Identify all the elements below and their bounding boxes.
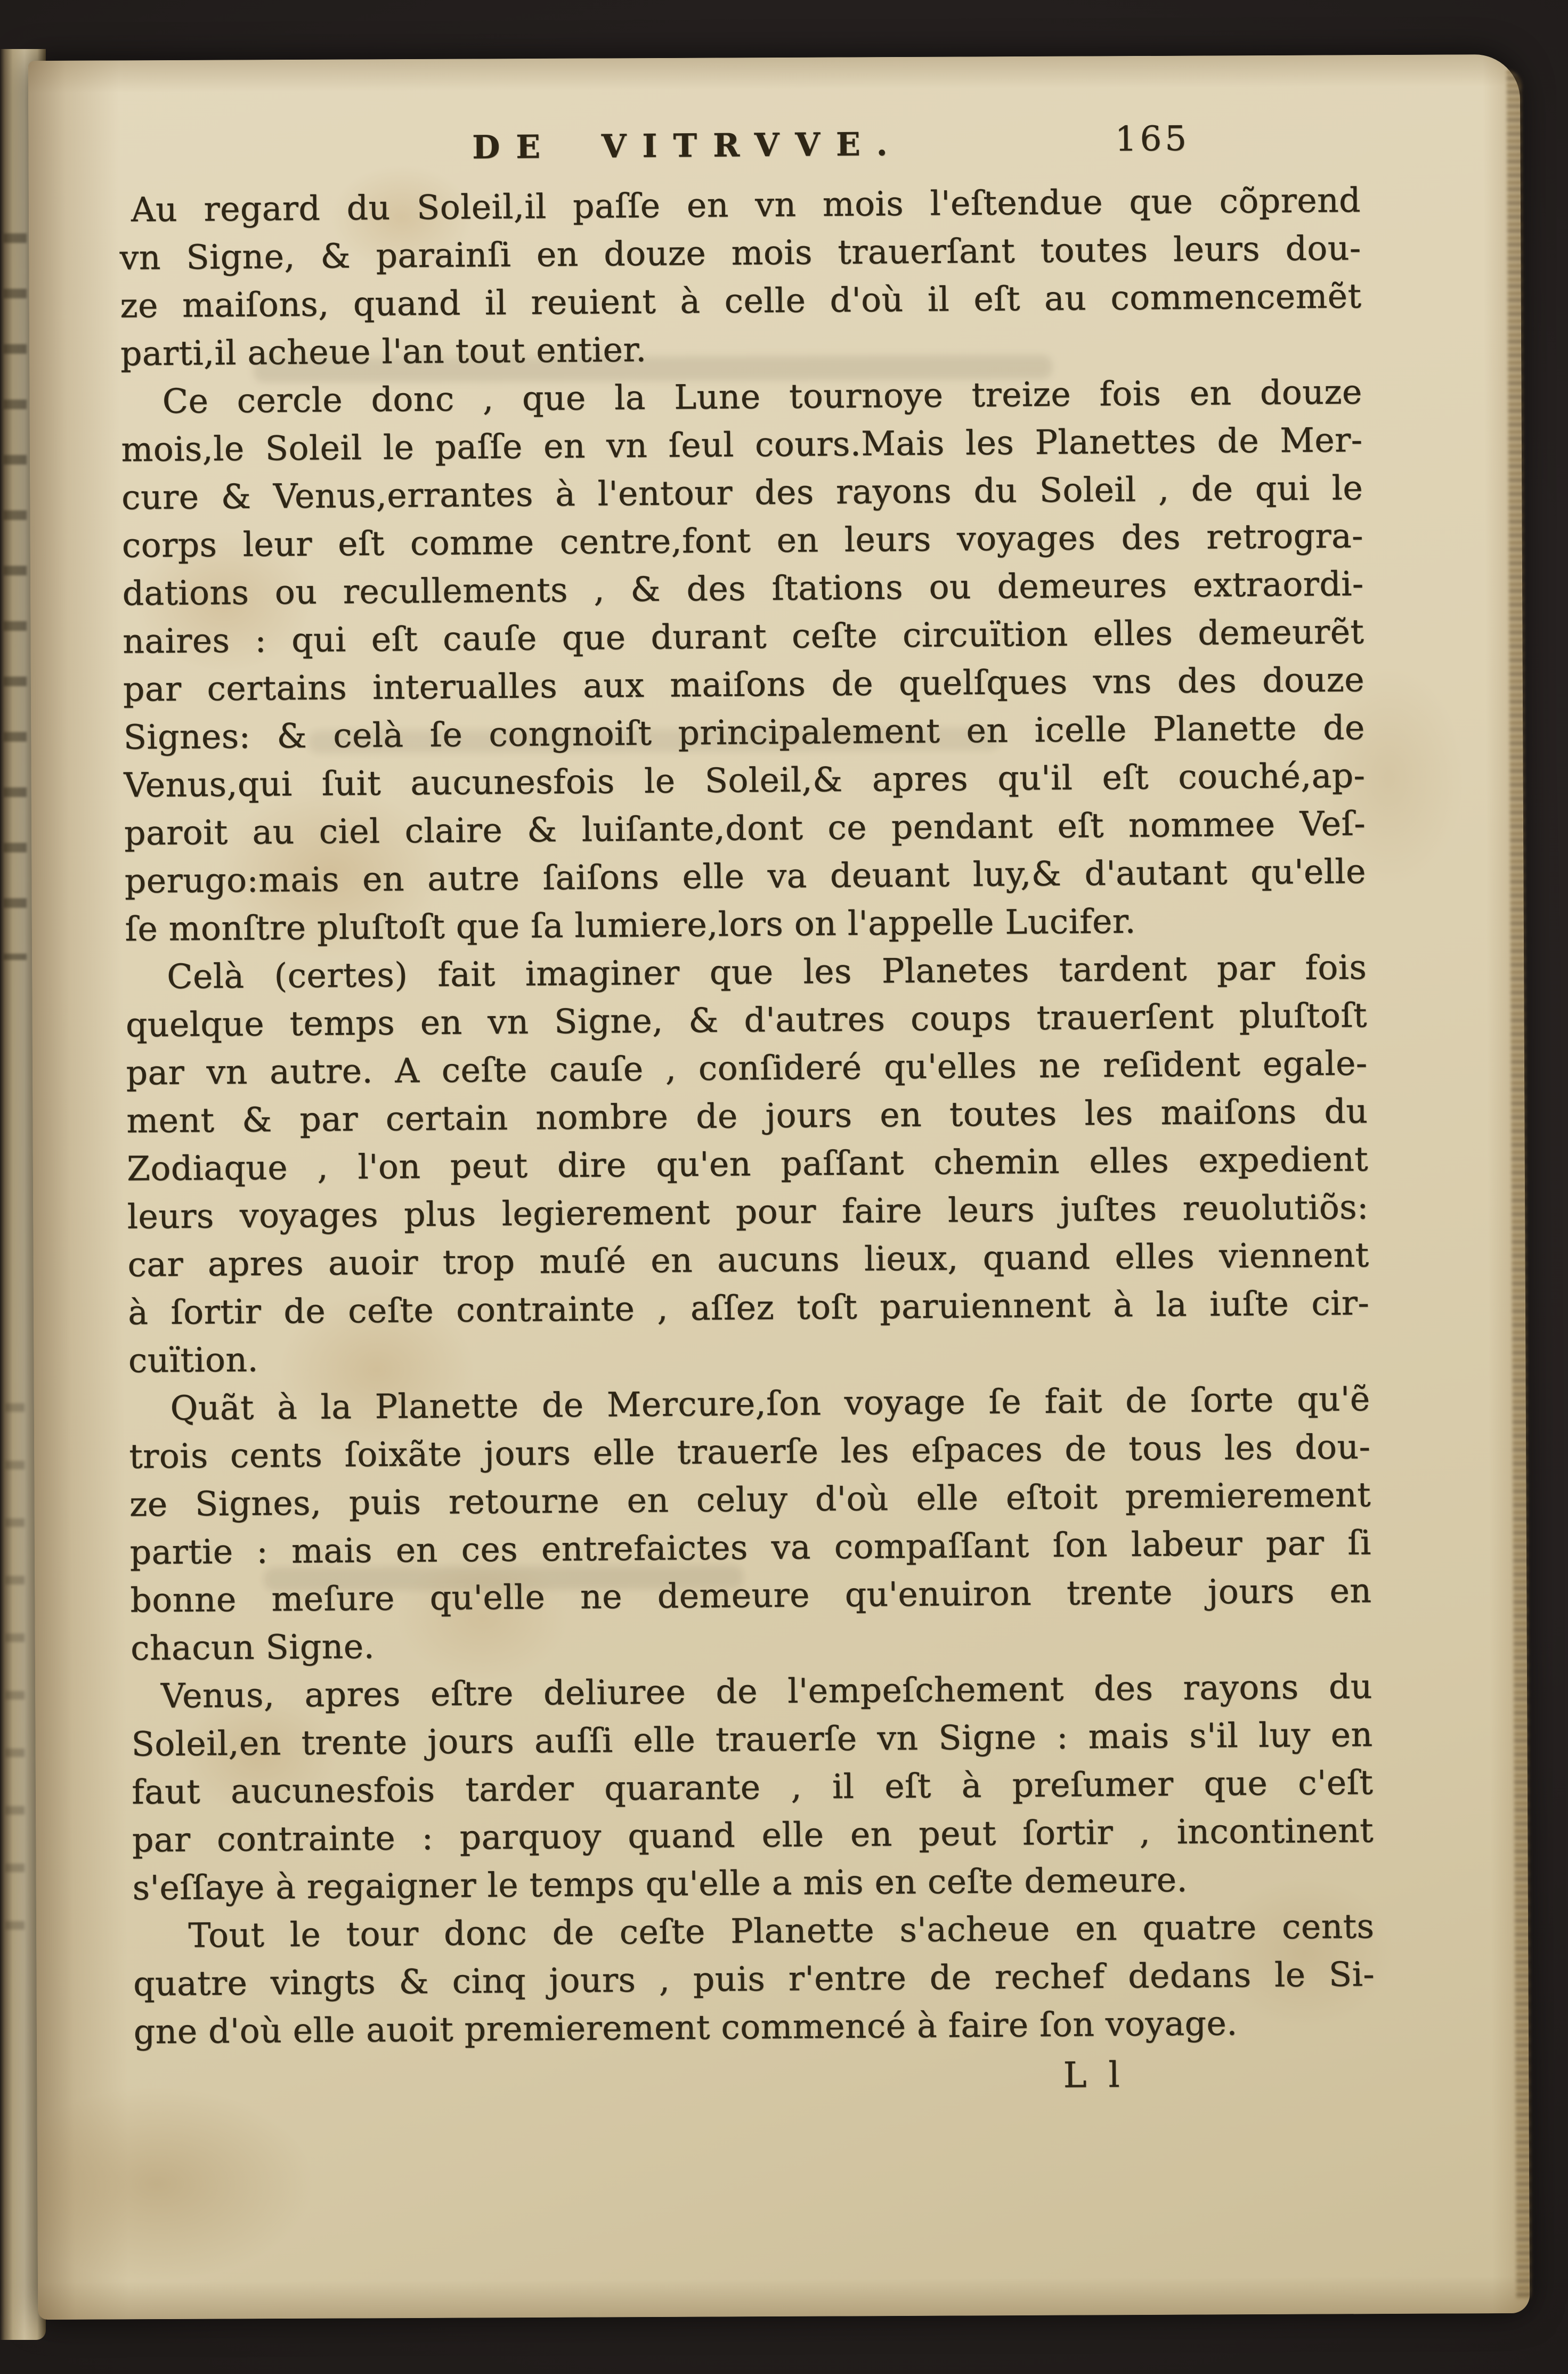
text-line: s'eſſaye à regaigner le temps qu'elle a mis en ceſte demeure.: [132, 1860, 1188, 1908]
text-line: Soleil,en trente jours auſſi elle trauerſe vn Signe : mais s'il luy en: [131, 1715, 1373, 1764]
text-line: par contrainte : parquoy quand elle en peut ſortir , incontinent: [132, 1811, 1374, 1860]
text-line: car apres auoir trop muſé en aucuns lieux, quand elles viennent: [127, 1235, 1369, 1284]
text-line: Zodiaque , l'on peut dire qu'en paſſant chemin elles expedient: [126, 1140, 1369, 1189]
signature-mark: L l: [1063, 2054, 1125, 2096]
text-line: leurs voyages plus legierement pour faire leurs juſtes reuolutiõs:: [127, 1188, 1369, 1237]
page-number: 165: [1115, 119, 1190, 159]
running-title: DE VITRVVE.: [472, 125, 904, 167]
text-line: ment & par certain nombre de jours en toutes les maiſons du: [126, 1092, 1368, 1141]
text-line: mois,le Soleil le paſſe en vn ſeul cours.Mais les Planettes de Mer-: [121, 420, 1363, 469]
text-line: cuïtion.: [128, 1340, 259, 1380]
text-line: bonne meſure qu'elle ne demeure qu'enuiron trente jours en: [130, 1571, 1372, 1620]
text-line: ze maiſons, quand il reuient à celle d'où il eſt au commencemẽt: [120, 277, 1362, 326]
text-line: gne d'où elle auoit premierement commencé à faire ſon voyage.: [133, 2004, 1238, 2052]
text-line: naires : qui eſt cauſe que durant ceſte circuïtion elles demeurẽt: [123, 612, 1364, 661]
text-line: Ce cercle donc , que la Lune tournoye treize fois en douze: [162, 372, 1363, 421]
gutter-ink-smudges: [3, 188, 27, 960]
text-line: ſe monſtre pluſtoſt que ſa lumiere,lors on l'appelle Lucifer.: [125, 901, 1136, 949]
gutter-ink-smudges: [5, 1354, 25, 1940]
text-line: Quãt à la Planette de Mercure,ſon voyage ſe fait de ſorte qu'ẽ: [170, 1379, 1370, 1428]
text-line: quatre vingts & cinq jours , puis r'entre de rechef dedans le Si-: [133, 1955, 1375, 2004]
book-page: [28, 54, 1530, 2320]
text-line: Venus,qui ſuit aucunesfois le Soleil,& apres qu'il eſt couché,ap-: [124, 756, 1366, 805]
text-line: Signes: & celà ſe congnoiſt principalement en icelle Planette de: [123, 708, 1366, 757]
text-line: cure & Venus,errantes à l'entour des rayons du Soleil , de qui le: [121, 468, 1363, 517]
page-header: [119, 119, 1360, 169]
text-line: perugo:mais en autre ſaiſons elle va deuant luy,& d'autant qu'elle: [124, 852, 1367, 901]
text-line: corps leur eſt comme centre,font en leurs voyages des retrogra-: [121, 516, 1364, 565]
text-line: Venus, apres eſtre deliuree de l'empeſchement des rayons du: [160, 1667, 1373, 1716]
text-line: à ſortir de ceſte contrainte , aſſez toſt paruiennent à la iuſte cir-: [127, 1283, 1370, 1332]
text-line: partie : mais en ces entrefaictes va compaſſant ſon labeur par ſi: [129, 1523, 1372, 1572]
text-line: par certains interualles aux maiſons de quelſques vns des douze: [123, 660, 1365, 709]
text-line: Au regard du Soleil,il paſſe en vn mois l'eſtendue que cõprend: [131, 181, 1361, 230]
text-line: parti,il acheue l'an tout entier.: [120, 330, 647, 373]
text-line: Tout le tour donc de ceſte Planette s'acheue en quatre cents: [188, 1907, 1375, 1955]
text-line: chacun Signe.: [130, 1627, 375, 1668]
text-line: vn Signe, & parainſi en douze mois trauerſant toutes leurs dou-: [119, 229, 1361, 278]
text-line: dations ou recullements , & des ſtations ou demeures extraordi-: [122, 564, 1364, 613]
body-text: [119, 176, 1376, 2109]
text-line: par vn autre. A ceſte cauſe , conſideré qu'elles ne reſident egale-: [126, 1044, 1368, 1093]
text-block: [119, 119, 1376, 2109]
page-fore-edge: [1507, 70, 1531, 2299]
text-line: trois cents ſoixãte jours elle trauerſe les eſpaces de tous les dou-: [129, 1427, 1371, 1476]
text-line: ze Signes, puis retourne en celuy d'où elle eſtoit premierement: [129, 1475, 1371, 1524]
text-line: Celà (certes) fait imaginer que les Planetes tardent par fois: [167, 948, 1367, 996]
text-line: quelque temps en vn Signe, & d'autres coups trauerſent pluſtoſt: [125, 996, 1368, 1045]
text-line: faut aucunesfois tarder quarante , il eſt à preſumer que c'eſt: [132, 1763, 1374, 1812]
text-line: paroit au ciel claire & luiſante,dont ce pendant eſt nommee Veſ-: [124, 804, 1366, 853]
